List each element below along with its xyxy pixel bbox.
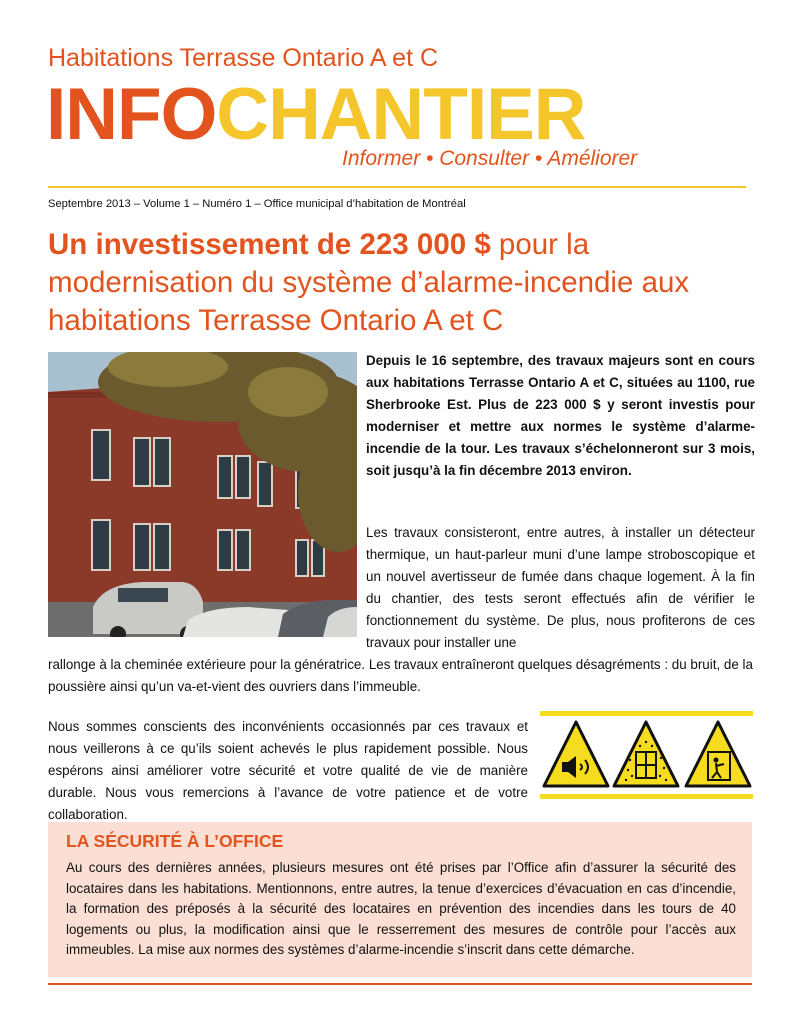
security-box-body: Au cours des dernières années, plusieurs mesures ont été prises par l’Office afin d’assurer la sécurité des locataires dans les habitations. Mentionnons, entre autres, la tenue d’exercices d’évacuation en cas d’incendie, la formation des préposés à la sécurité des locataires en prévention des incendies dans les tours de 40 logements ou plus, la modification ainsi que le resserrement des mesures de contrôle pour l’accès aux immeubles. La mise aux normes des systèmes d’alarme-incendie s’inscrit dans cette démarche.	[66, 860, 736, 957]
article-lead: Depuis le 16 septembre, des travaux majeurs sont en cours aux habitations Terrasse Ontario A et C, situées au 1100, rue Sherbrooke Est. Plus de 223 000 $ y seront investis pour moderniser et mettre aux normes le système d’alarme-incendie de la tour. Les travaux s’échelonneront sur 3 mois, soit jusqu’à la fin décembre 2013 environ.	[366, 353, 755, 478]
footer-divider	[48, 983, 752, 985]
tagline: Informer • Consulter • Améliorer	[342, 147, 638, 170]
masthead-title	[46, 74, 586, 155]
warning-icons-band	[540, 711, 753, 799]
article-paragraph-1: Les travaux consisteront, entre autres, à installer un détecteur thermique, un haut-parleur muni d’une lampe stroboscopique et un nouvel avertisseur de fumée dans chaque logement. À la fin du chantier, des tests seront effectués afin de vérifier le fonctionnement du système. De plus, nous profiterons de ces travaux pour installer une	[366, 525, 755, 650]
dust-warning-icon	[614, 722, 678, 786]
issue-line: Septembre 2013 – Volume 1 – Numéro 1 – Office municipal d’habitation de Montréal	[48, 198, 466, 210]
building-illustration	[48, 352, 357, 637]
security-box-title: LA SÉCURITÉ À L’OFFICE	[66, 831, 284, 851]
noise-warning-icon	[544, 722, 608, 786]
article-paragraph-2: Nous sommes conscients des inconvénients occasionnés par ces travaux et nous veillerons à ce qu’ils soient achevés le plus rapidement possible. Nous espérons ainsi améliorer votre sécurité et votre qualité de vie de manière durable. Nous vous remercions à l’avance de votre patience et de votre collaboration.	[48, 719, 528, 822]
masthead-info: INFO	[46, 74, 217, 155]
headline-rest: pour la modernisation du système d’alarme-incendie aux habitations Terrasse Ontario A et C	[48, 228, 690, 337]
publication-subtitle: Habitations Terrasse Ontario A et C	[48, 44, 439, 72]
headline-bold: Un investissement de 223 000 $	[48, 228, 491, 261]
header-divider	[48, 186, 746, 188]
worker-passage-warning-icon	[686, 722, 750, 786]
article-paragraph-1-continued: rallonge à la cheminée extérieure pour la génératrice. Les travaux entraîneront quelques désagréments : du bruit, de la poussière ainsi qu’un va-et-vient des ouvriers dans l’immeuble.	[48, 657, 753, 694]
masthead-chantier: CHANTIER	[216, 74, 586, 155]
article-headline	[48, 226, 768, 340]
building-photo	[48, 352, 357, 637]
